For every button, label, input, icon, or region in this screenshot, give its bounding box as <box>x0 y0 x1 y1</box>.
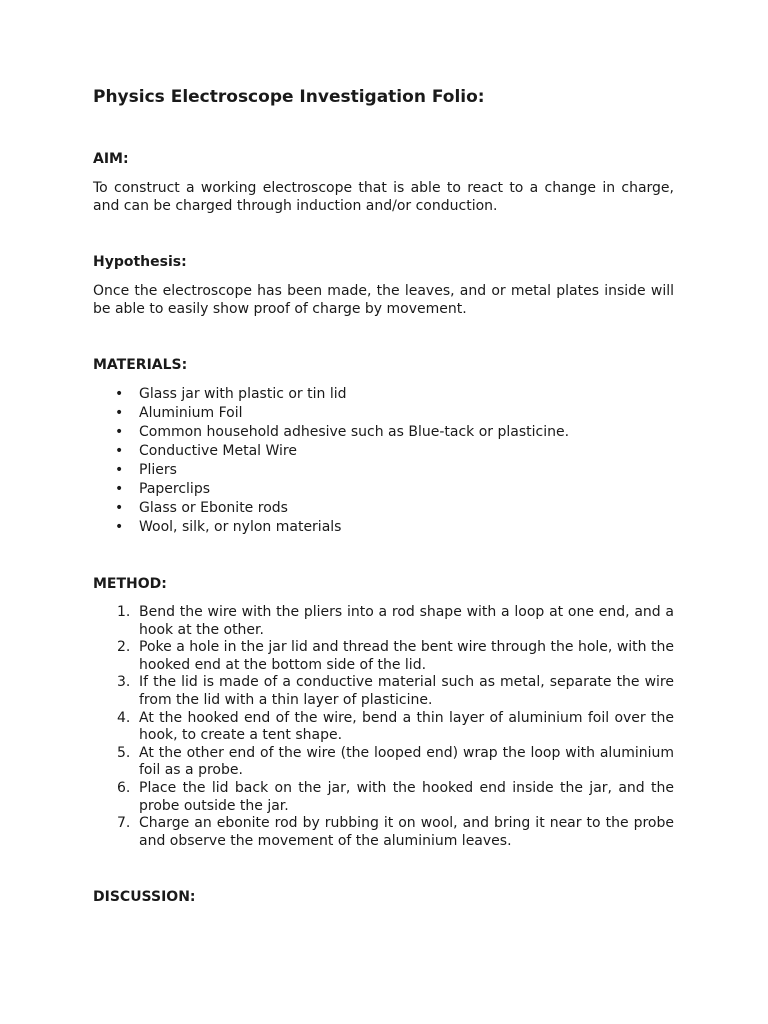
bullet-icon: • <box>115 386 124 402</box>
materials-heading: MATERIALS: <box>93 357 188 373</box>
bullet-icon: • <box>115 405 124 421</box>
list-item: 7. Charge an ebonite rod by rubbing it on wool, and bring it near to the probe and observe the movement of the aluminium leaves. <box>117 815 674 849</box>
bullet-icon: • <box>115 462 124 478</box>
aim-text: To construct a working electroscope that is able to react to a change in charge, and can be charged through induction and/or conduction. <box>93 180 674 214</box>
list-item: • Common household adhesive such as Blue-tack or plasticine. <box>115 424 570 440</box>
materials-list <box>93 385 674 537</box>
list-item: • Glass jar with plastic or tin lid <box>115 386 347 402</box>
list-item: 5. At the other end of the wire (the looped end) wrap the loop with aluminium foil as a probe. <box>117 744 674 779</box>
document-page <box>93 86 674 906</box>
bullet-icon: • <box>115 424 124 440</box>
aim-heading: AIM: <box>93 151 129 167</box>
list-item: • Aluminium Foil <box>115 405 243 421</box>
document-title: Physics Electroscope Investigation Folio: <box>93 87 485 107</box>
list-item: 1. Bend the wire with the pliers into a rod shape with a loop at one end, and a hook at the other. <box>117 604 674 638</box>
bullet-icon: • <box>115 443 124 459</box>
list-item: • Conductive Metal Wire <box>115 443 297 459</box>
bullet-icon: • <box>115 481 124 497</box>
bullet-icon: • <box>115 519 124 535</box>
hypothesis-text: Once the electroscope has been made, the leaves, and or metal plates inside will be able to easily show proof of charge by movement. <box>93 283 674 317</box>
discussion-heading: DISCUSSION: <box>93 889 196 906</box>
list-item: 6. Place the lid back on the jar, with the hooked end inside the jar, and the probe outside the jar. <box>117 779 674 814</box>
method-heading: METHOD: <box>93 576 167 592</box>
bullet-icon: • <box>115 500 124 516</box>
list-item: • Wool, silk, or nylon materials <box>115 519 342 535</box>
list-item: • Paperclips <box>115 481 210 497</box>
method-list <box>93 604 674 850</box>
list-item: 4. At the hooked end of the wire, bend a thin layer of aluminium foil over the hook, to create a tent shape. <box>117 709 674 744</box>
hypothesis-heading: Hypothesis: <box>93 254 187 270</box>
list-item: • Glass or Ebonite rods <box>115 500 288 516</box>
list-item: 2. Poke a hole in the jar lid and thread the bent wire through the hole, with the hooked end at the bottom side of the lid. <box>117 639 674 673</box>
list-item: • Pliers <box>115 462 177 478</box>
list-item: 3. If the lid is made of a conductive material such as metal, separate the wire from the lid with a thin layer of plasticine. <box>117 674 674 708</box>
